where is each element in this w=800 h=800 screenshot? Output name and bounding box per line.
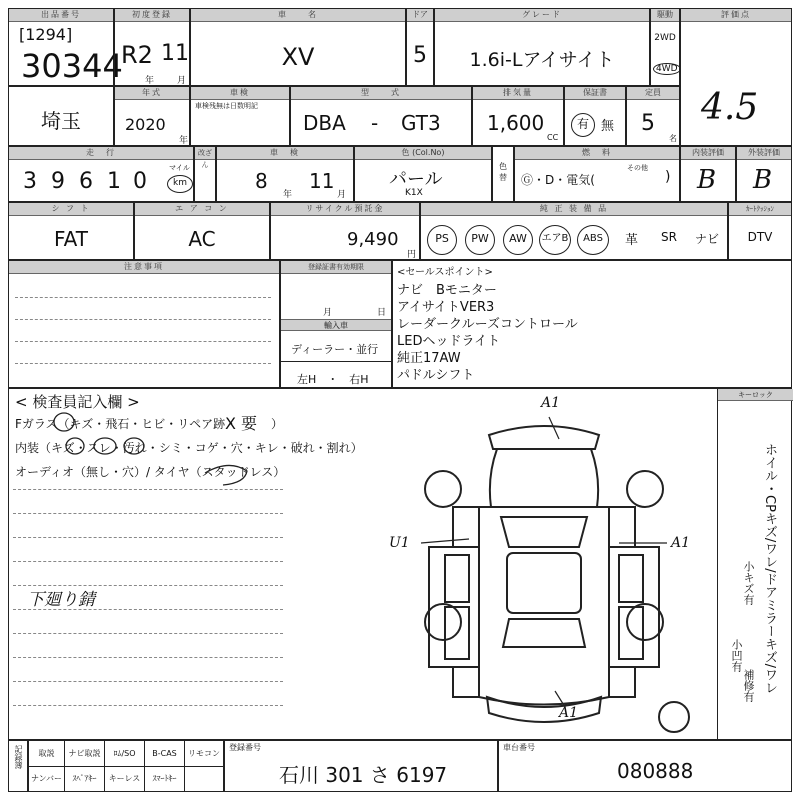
lot-cell — [8, 8, 123, 86]
inspector-scribbles — [9, 389, 309, 499]
serial-number: 080888 — [617, 759, 694, 783]
mileage-digit: 6 — [79, 169, 93, 194]
side-notes-column — [717, 389, 793, 741]
shift-cell — [8, 202, 134, 260]
equip-sr: SR — [661, 230, 677, 244]
inspector-line — [13, 705, 283, 706]
other-equip-cell — [728, 202, 792, 260]
period-note: 車検残無は日数明記 — [195, 102, 258, 110]
car-name: XV — [281, 43, 315, 71]
displacement-cell — [472, 86, 564, 146]
warranty-label: 保証書 — [565, 87, 625, 100]
drive-4wd: 4WD — [653, 63, 681, 75]
sales-point: アイサイトVER3 — [397, 300, 495, 315]
serial-cell — [498, 740, 792, 792]
caution-line — [15, 341, 271, 342]
inspection-year: 8 — [255, 169, 268, 193]
registration-divider — [281, 361, 391, 362]
car-name-cell — [190, 8, 406, 86]
score-label: 評価点 — [681, 9, 791, 22]
inspector-area — [8, 388, 792, 740]
other-label: ｶｰﾄｸｯｼｮﾝ — [729, 203, 791, 216]
type-cell — [290, 86, 472, 146]
acc-keyless: キーレス — [105, 767, 145, 791]
sales-point: パドルシフト — [397, 368, 475, 383]
acc-manual: 取説 — [29, 741, 65, 767]
acc-smart-key: ｽﾏｰﾄｷｰ — [145, 767, 185, 791]
capacity-label: 定員 — [627, 87, 679, 100]
reg-month-unit: 月 — [323, 308, 333, 318]
ac: AC — [188, 227, 216, 251]
model-year: 2020 — [125, 115, 166, 134]
side-label: ホイル・CPキズ/ワレ/ドアミラーキズ/ワレ — [762, 443, 777, 695]
caution-cell — [8, 260, 280, 388]
drive-2wd: 2WD — [654, 33, 676, 43]
sales-point: ナビ Bモニター — [397, 283, 497, 298]
month-unit: 月 — [177, 76, 187, 86]
interior-line: 内装（キズ・スレ・汚れ・シミ・コゲ・穴・キレ・破れ・割れ） — [15, 441, 363, 455]
inspection-label: 車 検 — [217, 147, 353, 160]
mark-left: U1 — [389, 535, 410, 551]
equipment-cell — [420, 202, 728, 260]
fuel-cell — [514, 146, 680, 202]
meter-cell — [194, 146, 216, 202]
fuel-close: ) — [665, 169, 671, 185]
km-unit: km — [167, 175, 193, 193]
lot-bracket: [1294] — [19, 25, 73, 44]
footer-left-cell — [8, 740, 28, 792]
color-change-label: 色替 — [499, 162, 507, 182]
mileage-digit: 3 — [23, 169, 37, 194]
mark-leaders — [399, 401, 709, 721]
model-year-unit: 年 — [179, 136, 189, 146]
equip-label: 純 正 装 備 品 — [421, 203, 727, 216]
fuel-label: 燃 料 — [515, 147, 679, 160]
drive-label: 駆動 — [651, 9, 679, 22]
drive-cell — [650, 8, 680, 86]
inspector-line — [13, 681, 283, 682]
color-label: 色 (Col.No) — [355, 147, 491, 160]
inspection-month: 11 — [309, 169, 335, 193]
capacity-unit: 名 — [669, 134, 677, 143]
interior-grade: B — [697, 165, 717, 195]
color: パール — [389, 169, 443, 190]
color-cell — [354, 146, 492, 202]
side-small-1: 小キズ有 — [742, 561, 755, 605]
plate-label: 登録番号 — [229, 743, 261, 752]
equip-leather: 革 — [625, 233, 639, 248]
accessories-cell — [28, 740, 224, 792]
caution-line — [15, 363, 271, 364]
mileage-digit: 9 — [51, 169, 65, 194]
acc-rom: ﾛﾑ/SO — [105, 741, 145, 767]
interior-label: 内装評価 — [681, 147, 735, 160]
mileage-digit: 0 — [133, 169, 147, 194]
warranty-yes: 有 — [571, 113, 595, 137]
year-unit: 年 — [145, 76, 155, 86]
name-label: 車 名 — [191, 9, 405, 22]
recycle: 9,490 — [347, 229, 399, 250]
capacity-cell — [626, 86, 680, 146]
inspection-year-unit: 年 — [283, 190, 293, 200]
mark-rear: A1 — [559, 705, 579, 721]
exterior-label: 外装評価 — [737, 147, 791, 160]
acc-spare-key: ｽﾍﾟｱｷｰ — [65, 767, 105, 791]
displacement: 1,600 — [487, 111, 545, 135]
displacement-label: 排気量 — [473, 87, 563, 100]
recycle-label: リサイクル預託金 — [271, 203, 419, 216]
acc-remote: リモコン — [185, 741, 223, 767]
sales-point: 純正17AW — [397, 351, 461, 366]
side-small-2: 小凹有 — [730, 639, 743, 672]
type-label: 型 式 — [291, 87, 471, 100]
audio-tire-line: オーディオ（無し・穴）/ タイヤ（スタッドレス） — [15, 465, 286, 479]
model-year-label: 年式 — [115, 87, 189, 100]
lot-label: 出品番号 — [9, 9, 113, 22]
plate-number: 石川 301 さ 6197 — [279, 763, 448, 787]
prefecture: 埼玉 — [41, 109, 81, 133]
inspection-cell — [216, 146, 354, 202]
inspector-title: < 検査員記入欄 > — [15, 393, 140, 411]
equip-dtv: DTV — [747, 230, 773, 244]
sales-point: レーダークルーズコントロール — [397, 317, 578, 332]
ac-label: エ ア コ ン — [135, 203, 269, 216]
meter-label: 改ざん — [195, 147, 215, 160]
recycle-cell — [270, 202, 420, 260]
grade-label: グレード — [435, 9, 649, 22]
caution-label: 注意事項 — [9, 261, 279, 274]
color-code: K1X — [405, 188, 423, 198]
cc-unit: CC — [547, 133, 559, 142]
capacity: 5 — [641, 111, 655, 136]
sales-points-cell — [392, 260, 792, 388]
windshield-line: Fガラス（キズ・飛石・ヒビ・リペア跡・ — [15, 417, 238, 431]
reg-month: 11 — [161, 41, 189, 66]
mileage-cell — [8, 146, 194, 202]
acc-bcas: B-CAS — [145, 741, 185, 767]
mark-front: A1 — [541, 395, 561, 411]
mile-unit: マイル — [169, 164, 190, 172]
type-code: GT3 — [401, 111, 441, 135]
equip-airbag: エアB — [539, 225, 571, 255]
doors: 5 — [413, 43, 427, 68]
lot-number: 30344 — [21, 47, 123, 85]
equip-ps: PS — [427, 225, 457, 255]
grade: 1.6i-Lアイサイト — [469, 49, 615, 71]
handwritten-note: 下廻り錆 — [27, 590, 95, 610]
dealer-parallel: ディーラー・並行 — [291, 343, 379, 356]
exterior-grade-cell — [736, 146, 792, 202]
warranty-no: 無 — [601, 119, 615, 134]
windshield-mark: X 要 — [225, 414, 258, 433]
mileage-digit: 1 — [107, 169, 121, 194]
plate-cell — [224, 740, 498, 792]
import-label: 輸入車 — [281, 319, 391, 331]
inspection-month-unit: 月 — [337, 190, 347, 200]
acc-number: ナンバー — [29, 767, 65, 791]
record-book-label: 記録簿 — [14, 745, 23, 769]
type-dash: - — [371, 111, 379, 135]
type-prefix: DBA — [303, 111, 346, 135]
reg-day-unit: 日 — [377, 308, 387, 318]
yen-unit: 円 — [407, 250, 417, 260]
caution-line — [15, 319, 271, 320]
prefecture-cell — [8, 86, 114, 146]
reg-expiry-label: 登録証書有効期限 — [281, 261, 391, 274]
first-reg-label: 初度登録 — [115, 9, 189, 22]
equip-pw: PW — [465, 225, 495, 255]
color-change-cell — [492, 146, 514, 202]
interior-grade-cell — [680, 146, 736, 202]
fuel-options: Ⓖ・D・電気( — [521, 173, 595, 187]
ac-cell — [134, 202, 270, 260]
inspector-line — [13, 657, 283, 658]
equip-navi: ナビ — [695, 232, 720, 246]
serial-label: 車台番号 — [503, 743, 535, 752]
fuel-other: その他 — [627, 164, 648, 172]
exterior-grade: B — [753, 165, 773, 195]
shift: FAT — [53, 227, 88, 251]
acc-navi-manual: ナビ取説 — [65, 741, 105, 767]
grade-cell — [434, 8, 650, 86]
corner-label: キーロック — [718, 389, 793, 401]
sales-point: LEDヘッドライト — [397, 334, 501, 349]
door-cell — [406, 8, 434, 86]
windshield-line-end: ） — [271, 417, 284, 431]
equip-aw: AW — [503, 225, 533, 255]
side-small-3: 補修有 — [742, 669, 755, 702]
warranty-cell — [564, 86, 626, 146]
score-cell — [680, 8, 792, 146]
steering: 左H ・ 右H — [297, 373, 369, 386]
inspector-line — [13, 561, 283, 562]
door-label: ドア — [407, 9, 433, 22]
caution-line — [15, 297, 271, 298]
model-year-cell — [114, 86, 190, 146]
registration-cell — [280, 260, 392, 388]
period-label: 車検 — [191, 87, 289, 100]
mark-right: A1 — [671, 535, 691, 551]
equip-abs: ABS — [577, 225, 609, 255]
mileage-label: 走 行 — [9, 147, 193, 160]
first-registration-cell — [114, 8, 190, 86]
inspector-line — [13, 537, 283, 538]
period-cell — [190, 86, 290, 146]
inspector-line — [13, 513, 283, 514]
shift-label: シ フ ト — [9, 203, 133, 216]
era-year: R2 — [121, 41, 153, 69]
sales-label: <セールスポイント> — [397, 267, 493, 278]
inspector-line — [13, 633, 283, 634]
score: 4.5 — [701, 87, 759, 128]
